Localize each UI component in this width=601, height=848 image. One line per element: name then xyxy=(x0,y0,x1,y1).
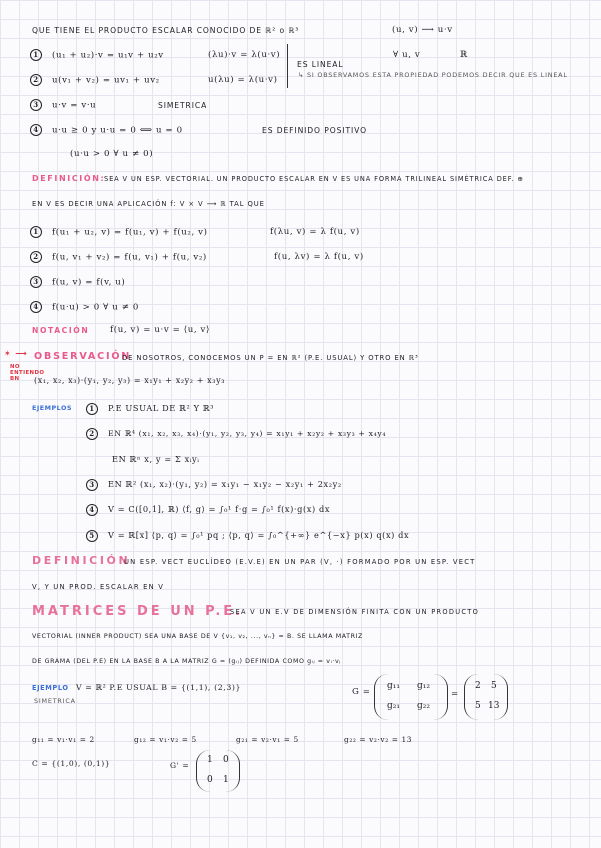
ejemplo-2 xyxy=(86,428,386,440)
ejemplo-3 xyxy=(86,479,342,491)
identity-cell: 0 xyxy=(207,775,213,785)
ejemplo-1-text: P.E USUAL DE ℝ² Y ℝ³ xyxy=(108,403,215,413)
ejemplo-circle-5: 5 xyxy=(86,530,98,542)
ejemplo-4-text: V = C([0,1], ℝ) ⟨f, g⟩ = ∫₀¹ f·g = ∫₀¹ f(x)·g(x) dx xyxy=(108,504,331,514)
g-value-cell: 2 xyxy=(475,681,481,691)
definicion2-title: DEFINICIÓN xyxy=(32,554,131,567)
g-symbolic-matrix xyxy=(374,674,448,720)
g2-label: G' = xyxy=(170,761,190,770)
lineal-explanation: ↳ SI OBSERVAMOS ESTA PROPIEDAD PODEMOS DECIR QUE ES LINEAL xyxy=(298,71,568,79)
ejemplo-4 xyxy=(86,504,330,516)
property-4 xyxy=(30,124,183,136)
definicion-text-1: SEA V UN ESP. VECTORIAL. UN PRODUCTO ESCALAR EN V ES UNA FORMA TRILINEAL SIMÉTRICA DEF. ⊕ xyxy=(104,175,524,183)
identity-matrix xyxy=(196,750,240,792)
def-property-4-left: f(u·u) > 0 ∀ u ≠ 0 xyxy=(52,302,139,313)
g-value-cell: 5 xyxy=(475,701,481,711)
lineal-note: ES LINEAL xyxy=(297,60,344,69)
g-value-matrix xyxy=(464,674,508,720)
def-property-3-left: f(u, v) = f(v, u) xyxy=(52,277,126,288)
property-3-left: u·v = v·u xyxy=(52,100,97,111)
g-value-cell: 5 xyxy=(491,681,497,691)
ejemplo-title: EJEMPLO xyxy=(32,684,69,692)
identity-cell: 0 xyxy=(223,755,229,765)
observacion-tag: NO ENTIENDO BN xyxy=(10,364,45,383)
def-property-3 xyxy=(30,276,125,288)
property-4-label: ES DEFINIDO POSITIVO xyxy=(262,126,367,135)
definicion-title: DEFINICIÓN: xyxy=(32,174,106,183)
property-4-sub: (u·u > 0 ∀ u ≠ 0) xyxy=(70,149,154,159)
ejemplo-5-text: V = ℝ[x] ⟨p, q⟩ = ∫₀¹ pq ; ⟨p, q⟩ = ∫₀^{+∞} e^{−x} p(x) q(x) dx xyxy=(108,530,410,540)
notacion-text: f(u, v) = u·v = ⟨u, v⟩ xyxy=(110,325,210,335)
field-note: ℝ xyxy=(460,50,468,60)
ejemplo-text: V = ℝ² P.E USUAL B = {(1,1), (2,3)} xyxy=(76,683,242,692)
observacion-formula: (x₁, x₂, x₃)·(y₁, y₂, y₃) = x₁y₁ + x₂y₂ + x₃y₃ xyxy=(34,376,226,385)
number-circle-4: 4 xyxy=(30,124,42,136)
matrices-title: MATRICES DE UN P.E. xyxy=(32,604,244,619)
g-label: G = xyxy=(352,687,371,697)
number-circle-3: 3 xyxy=(30,99,42,111)
observacion-title: OBSERVACIÓN xyxy=(34,351,132,362)
observacion-text: DE NOSOTROS, CONOCEMOS UN P = EN ℝ² (P.E. USUAL) Y OTRO EN ℝ³ xyxy=(122,354,419,362)
g22-entry: g₂₂ = v₂·v₂ = 13 xyxy=(344,735,413,744)
g-cell: g₁₂ xyxy=(417,681,430,691)
def-property-1-left: f(u₁ + u₂, v) = f(u₁, v) + f(u₂, v) xyxy=(52,227,208,238)
property-4-left: u·u ≥ 0 y u·u = 0 ⟺ u = 0 xyxy=(52,125,183,136)
intro-line: QUE TIENE EL PRODUCTO ESCALAR CONOCIDO DE ℝ² o ℝ³ xyxy=(32,26,300,35)
definicion2-text-1: UN ESP. VECT EUCLÍDEO (E.V.E) EN UN PAR (V, ·) FORMADO POR UN ESP. VECT xyxy=(124,558,476,566)
property-3-label: SIMETRICA xyxy=(158,101,208,110)
number-circle-1: 1 xyxy=(30,49,42,61)
ejemplos-title: EJEMPLOS xyxy=(32,404,73,412)
number-circle-2: 2 xyxy=(30,74,42,86)
identity-cell: 1 xyxy=(223,775,229,785)
brace xyxy=(287,44,288,88)
property-3 xyxy=(30,99,96,111)
ejemplo-3-text: EN ℝ² (x₁, x₂)·(y₁, y₂) = x₁y₁ − x₁y₂ − x₂y₁ + 2x₂y₂ xyxy=(108,479,342,489)
identity-cell: 1 xyxy=(207,755,213,765)
ejemplo-2-text: EN ℝ⁴ (x₁, x₂, x₃, x₄)·(y₁, y₂, y₃, y₄) = x₁y₁ + x₂y₂ + x₃y₃ + x₄y₄ xyxy=(108,429,387,438)
def-property-1 xyxy=(30,226,208,238)
definicion-text-2: EN V ES DECIR UNA APLICACIÓN f: V × V ⟶ ℝ TAL QUE xyxy=(32,200,265,208)
ejemplo-5 xyxy=(86,530,409,542)
def-number-circle-1: 1 xyxy=(30,226,42,238)
def-property-2-left: f(u, v₁ + v₂) = f(u, v₁) + f(u, v₂) xyxy=(52,252,207,263)
def-property-1-right: f(λu, v) = λ f(u, v) xyxy=(270,227,360,237)
g-cell: g₁₁ xyxy=(387,681,400,691)
matrices-text-1: SEA V UN E.V DE DIMENSIÓN FINITA CON UN PRODUCTO xyxy=(230,608,480,616)
g12-entry: g₁₂ = v₁·v₂ = 5 xyxy=(134,735,197,744)
equals-sign: = xyxy=(451,689,459,699)
mapping-line: (u, v) ⟶ u·v xyxy=(392,25,453,35)
property-1-right: (λu)·v = λ(u·v) xyxy=(208,50,281,60)
def-property-2 xyxy=(30,251,207,263)
g-value-cell: 13 xyxy=(488,701,500,711)
property-2-right: u(λu) = λ(u·v) xyxy=(208,75,278,85)
observacion-arrow: ✶ ⟶ xyxy=(4,349,28,358)
matrices-text-3: DE GRAMA (DEL P.E) EN LA BASE B A LA MATRIZ G = (gᵢⱼ) DEFINIDA COMO gᵢⱼ = vᵢ·vⱼ xyxy=(32,658,341,665)
ejemplo-2-sub: EN ℝⁿ x, y = Σ xᵢyᵢ xyxy=(112,454,200,464)
notacion-title: NOTACIÓN xyxy=(32,326,90,335)
definicion2-text-2: V, Y UN PROD. ESCALAR EN V xyxy=(32,583,165,591)
g-cell: g₂₁ xyxy=(387,701,400,711)
property-2-left: u(v₁ + v₂) = uv₁ + uv₂ xyxy=(52,75,160,86)
g21-entry: g₂₁ = v₂·v₁ = 5 xyxy=(236,735,299,744)
forall-note: ∀ u, v xyxy=(393,50,421,60)
def-property-4 xyxy=(30,301,139,313)
property-1-left: (u₁ + u₂)·v = u₁v + u₂v xyxy=(52,50,164,61)
def-number-circle-2: 2 xyxy=(30,251,42,263)
def-property-2-right: f(u, λv) = λ f(u, v) xyxy=(274,252,364,262)
canonical-basis: C = {(1,0), (0,1)} xyxy=(32,759,111,768)
g-cell: g₂₂ xyxy=(417,701,430,711)
property-2 xyxy=(30,74,160,86)
g11-entry: g₁₁ = v₁·v₁ = 2 xyxy=(32,735,95,744)
ejemplo-sub: SIMETRICA xyxy=(34,697,76,705)
ejemplo-circle-1: 1 xyxy=(86,403,98,415)
ejemplo-circle-3: 3 xyxy=(86,479,98,491)
ejemplo-circle-2: 2 xyxy=(86,428,98,440)
matrices-text-2: VECTORIAL (INNER PRODUCT) SEA UNA BASE DE V {v₁, v₂, ..., vₙ} = B. SE LLAMA MATRIZ xyxy=(32,633,363,640)
property-1 xyxy=(30,49,164,61)
ejemplo-1 xyxy=(86,403,214,415)
ejemplo-circle-4: 4 xyxy=(86,504,98,516)
def-number-circle-3: 3 xyxy=(30,276,42,288)
def-number-circle-4: 4 xyxy=(30,301,42,313)
